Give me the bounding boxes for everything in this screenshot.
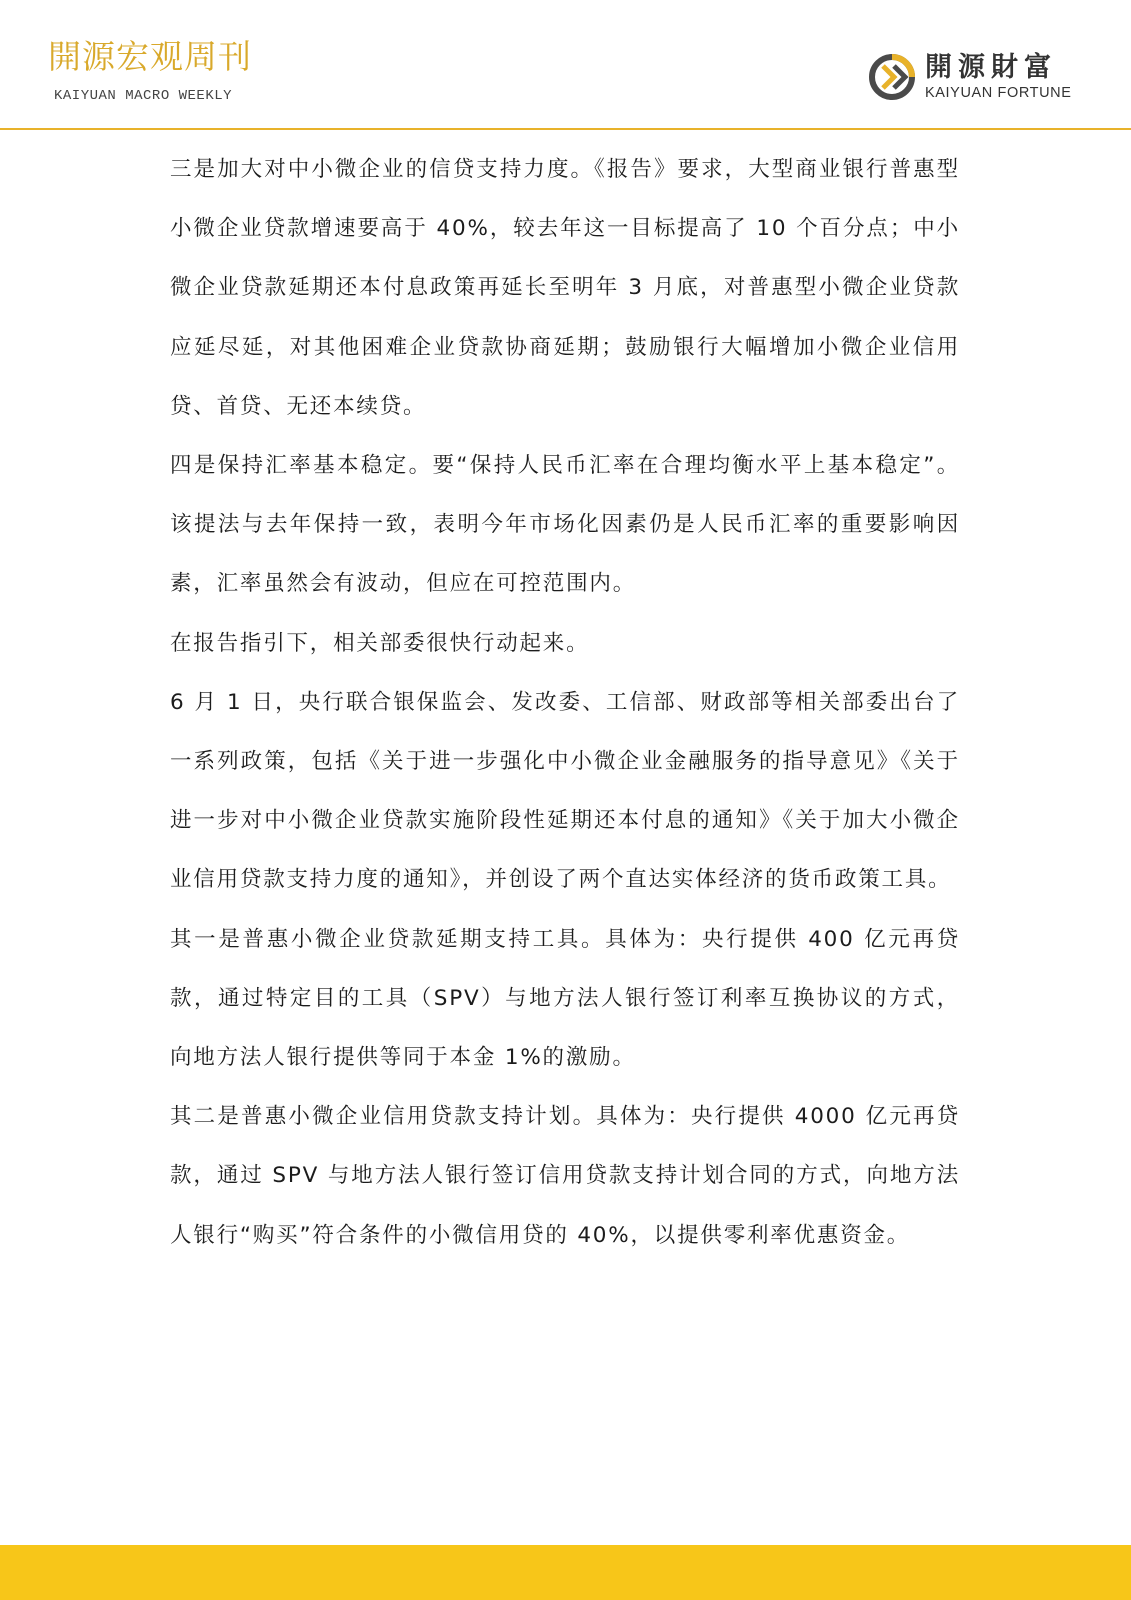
logo-english-name: KAIYUAN FORTUNE [925,85,1072,101]
publication-title: 開源宏观周刊 [48,37,252,76]
page-header [0,0,1131,130]
publication-subtitle: KAIYUAN MACRO WEEKLY [54,88,233,104]
footer-bar [0,1545,1131,1600]
paragraph-june-policies: 6 月 1 日，央行联合银保监会、发改委、工信部、财政部等相关部委出台了一系列政策，包括《关于进一步强化中小微企业金融服务的指导意见》《关于进一步对中小微企业贷款实施阶段性延期还本付息的通知》《关于加大小微企业信用贷款支持力度的通知》，并创设了两个直达实体经济的货币政策工具。 [170,689,960,893]
paragraph-tool-one: 其一是普惠小微企业贷款延期支持工具。具体为：央行提供 400 亿元再贷款，通过特定目的工具（SPV）与地方法人银行签订利率互换协议的方式，向地方法人银行提供等同于本金 1%的激励。 [170,926,960,1071]
paragraph-tool-two: 其二是普惠小微企业信用贷款支持计划。具体为：央行提供 4000 亿元再贷款，通过 SPV 与地方法人银行签订信用贷款支持计划合同的方式，向地方法人银行“购买”符合条件的小微信用贷的 40%，以提供零利率优惠资金。 [170,1104,960,1248]
paragraph-exchange-rate: 四是保持汇率基本稳定。要“保持人民币汇率在合理均衡水平上基本稳定”。该提法与去年保持一致，表明今年市场化因素仍是人民币汇率的重要影响因素，汇率虽然会有波动，但应在可控范围内。 [170,453,960,597]
paragraph-ministries-action: 在报告指引下，相关部委很快行动起来。 [170,630,590,656]
article-body [170,140,960,1265]
kaiyuan-logo-icon [867,52,917,102]
paragraph-credit-support: 三是加大对中小微企业的信贷支持力度。《报告》要求，大型商业银行普惠型小微企业贷款增速要高于 40%，较去年这一目标提高了 10 个百分点；中小微企业贷款延期还本付息政策再延长至明年 3 月底，对普惠型小微企业贷款应延尽延，对其他困难企业贷款协商延期；鼓励银行大幅增加小微企业信用贷、首贷、无还本续贷。 [170,157,960,419]
logo-chinese-name: 開源財富 [925,52,1057,83]
kaiyuan-fortune-logo [867,52,1087,104]
